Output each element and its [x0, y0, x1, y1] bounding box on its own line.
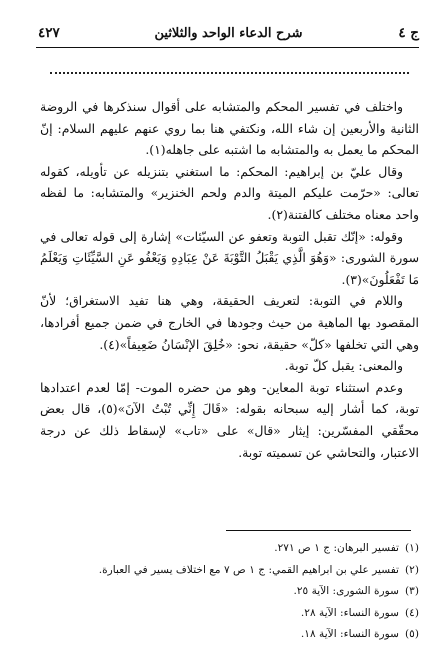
running-header [38, 22, 419, 44]
footnote-text: تفسير البرهان: ج ١ ص ٢٧١. [274, 542, 400, 554]
footnotes [80, 538, 419, 646]
dotted-separator [50, 72, 409, 74]
paragraph: وقوله: «إنّك تقبل التوبة وتعفو عن السيّئات» إشارة إلى قوله تعالى في سورة الشورى: «وَهُوَ الَّذِي يَقْبَلُ التَّوْبَةَ عَنْ عِبَادِهِ وَيَعْفُو عَنِ السَّيِّئَاتِ وَيَعْلَمُ مَا تَفْعَلُونَ»(٣). [40, 228, 419, 287]
footnote-number: (٣) [405, 585, 419, 597]
footnote-text: تفسير علي بن ابراهيم القمي: ج ١ ص ٧ مع اختلاف يسير في العبارة. [98, 563, 400, 576]
footnote-text: سورة النساء: الآية ٢٨. [300, 606, 400, 619]
page-number: ٤٢٧ [38, 25, 60, 41]
footnote [80, 581, 419, 603]
paragraph: وعدم استثناء توبة المعاين- وهو من حضره الموت- إمّا لعدم اعتدادها توبة، كما أشار إليه سبحانه بقوله: «قَالَ إِنِّي تُبْتُ الآنَ»(٥)، قال بعض محقّقي المفسّرين: إيثار «قال» على «تاب» لإسقاط ذلك عن درجة الاعتبار، والتحاشي عن تسميته توبة. [40, 379, 419, 460]
footnote-separator [226, 530, 411, 531]
paragraph: والمعنى: يقبل كلّ توبة. [284, 358, 403, 374]
footnote [80, 538, 419, 560]
chapter-title: شرح الدعاء الواحد والثلاثين [154, 25, 303, 41]
footnote-number: (١) [405, 542, 419, 554]
footnote [80, 624, 419, 646]
footnote-number: (٤) [405, 606, 419, 619]
paragraph: واختلف في تفسير المحكم والمتشابه على أقوال سنذكرها في الروضة الثانية والأربعين إن شاء الله، ونكتفي هنا بما روي عنهم عليهم السلام: إنّ المحكم ما يعمل به والمتشابه ما اشتبه على جاهله(١). [40, 99, 419, 158]
paragraph: وقال عليّ بن إبراهيم: المحكم: ما استغني بتنزيله عن تأويله، كقوله تعالى: «حرّمت عليكم الميتة والدم ولحم الخنزير» والمتشابه: ما لفظه واحد معناه مختلف كالفتنة(٢). [40, 163, 419, 222]
footnote [80, 560, 419, 582]
footnote-number: (٢) [405, 563, 419, 576]
footnote-number: (٥) [405, 628, 419, 640]
body-text [40, 96, 419, 463]
footnote-text: سورة الشورى: الآية ٢٥. [293, 585, 400, 597]
footnote [80, 603, 419, 625]
volume-label: ج ٤ [398, 25, 419, 41]
footnote-text: سورة النساء: الآية ١٨. [300, 628, 400, 640]
header-rule [36, 47, 419, 48]
paragraph: واللام في التوبة: لتعريف الحقيقة، وهي هنا تفيد الاستغراق؛ لأنّ المقصود بها الماهية من حيث وجودها في الخارج في ضمن جميع أفرادها، وهي التي تخلفها «كلّ» حقيقة، نحو: «خُلِقَ الإنْسَانُ ضَعِيفاً»(٤). [40, 293, 419, 352]
